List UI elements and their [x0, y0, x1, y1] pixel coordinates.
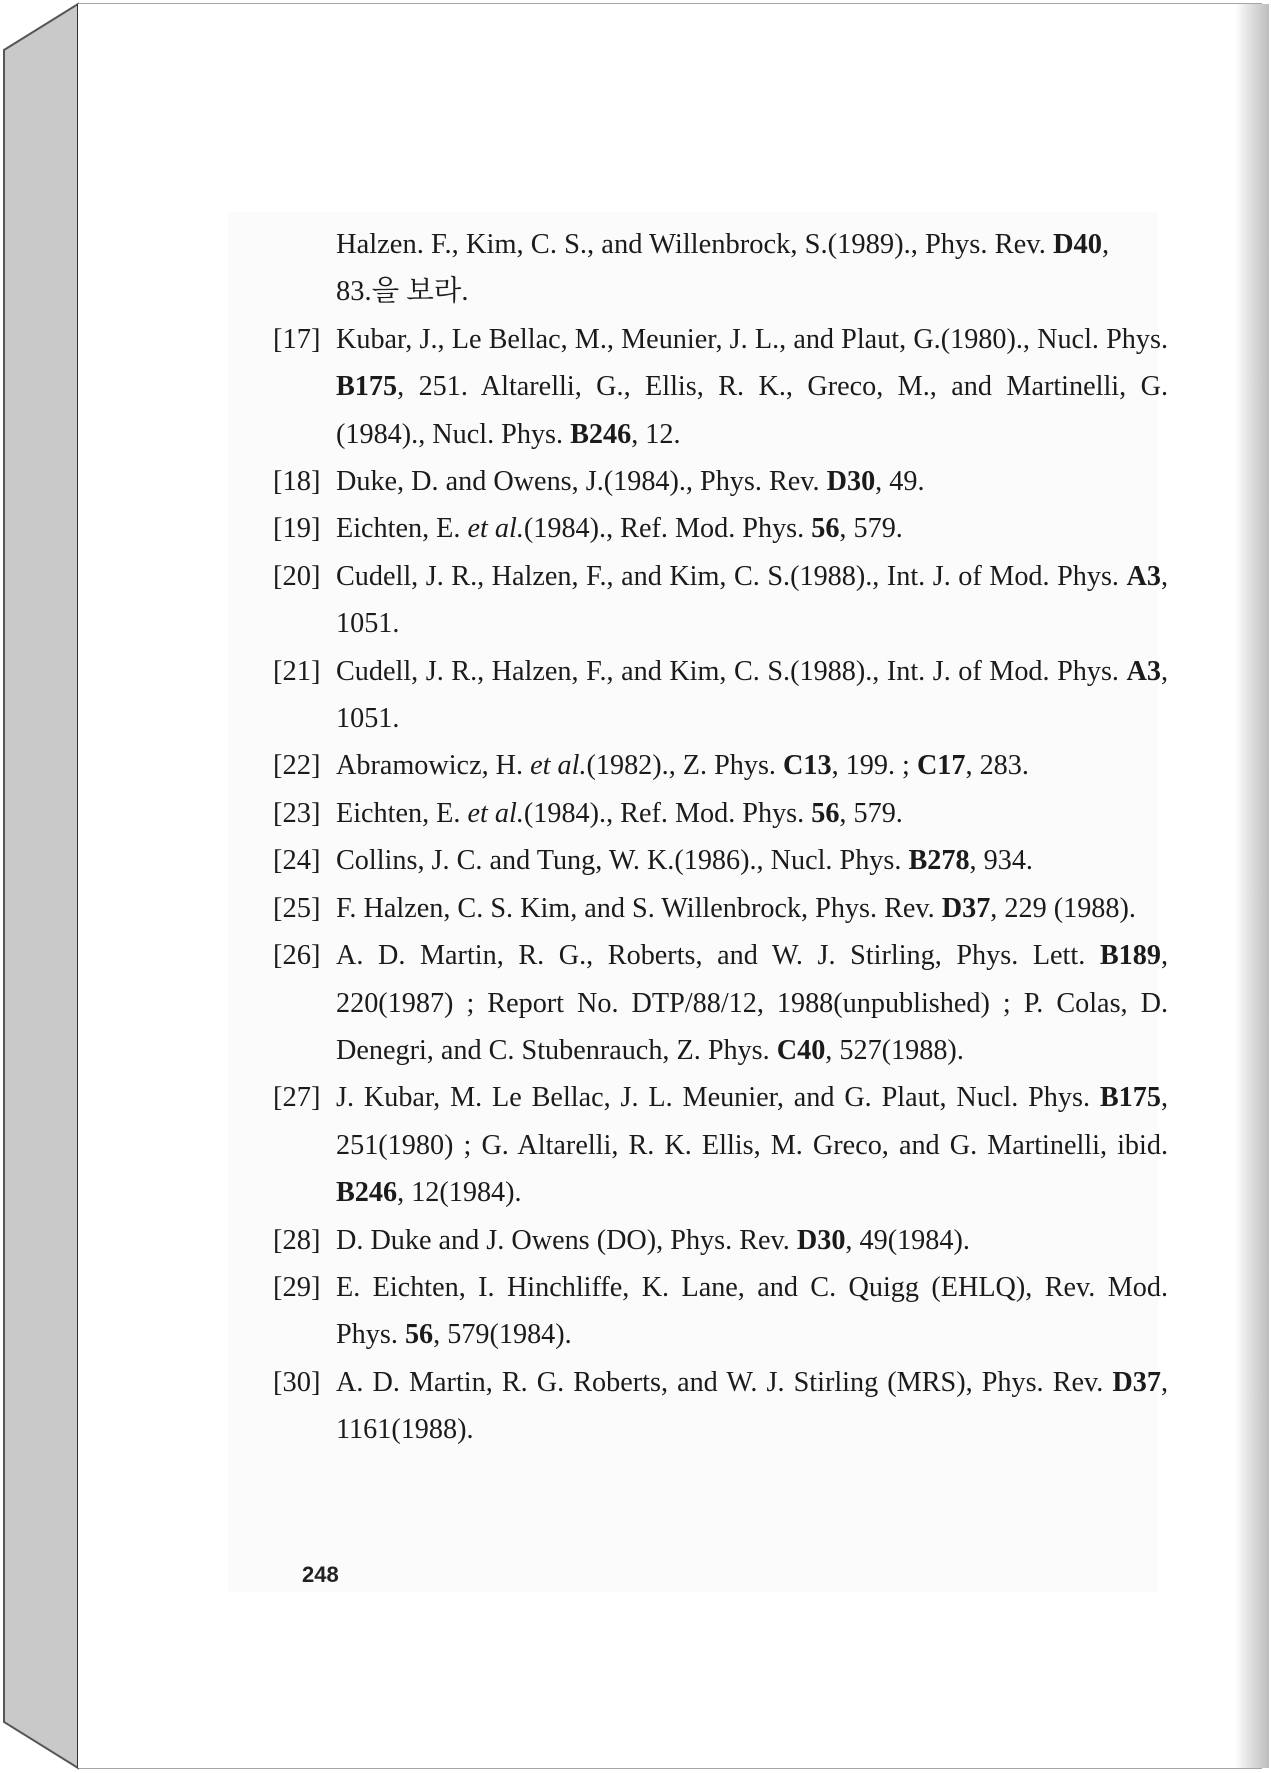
reference-number: [22] [273, 750, 321, 782]
page-edge-shadow [1235, 4, 1269, 1768]
reference-number: [29] [273, 1271, 321, 1303]
reference-text: Abramowicz, H. et al.(1982)., Z. Phys. C13, 199. ; C17, 283. [336, 750, 1029, 782]
reference-item [273, 1217, 1168, 1264]
reference-text: Cudell, J. R., Halzen, F., and Kim, C. S.(1988)., Int. J. of Mod. Phys. A3, 1051. [336, 560, 1168, 640]
continuation-line-2: 83.을 보라. [336, 276, 469, 308]
reference-item [273, 316, 1168, 458]
reference-text: Eichten, E. et al.(1984)., Ref. Mod. Phys. 56, 579. [336, 513, 903, 545]
reference-text: E. Eichten, I. Hinchliffe, K. Lane, and C. Quigg (EHLQ), Rev. Mod. Phys. 56, 579(1984). [336, 1271, 1168, 1351]
reference-item [273, 648, 1168, 743]
reference-number: [21] [273, 655, 321, 687]
reference-text: F. Halzen, C. S. Kim, and S. Willenbrock, Phys. Rev. D37, 229 (1988). [336, 892, 1136, 924]
reference-number: [30] [273, 1366, 321, 1398]
reference-item [273, 505, 1168, 552]
reference-text: Kubar, J., Le Bellac, M., Meunier, J. L., and Plaut, G.(1980)., Nucl. Phys. B175, 251. Altarelli, G., Ellis, R. K., Greco, M., and Martinelli, G.(1984)., Nucl. Phys. B246, 12. [336, 323, 1168, 450]
reference-item [273, 885, 1168, 932]
reference-number: [20] [273, 560, 321, 592]
reference-item [273, 458, 1168, 505]
reference-item [273, 837, 1168, 884]
reference-number: [18] [273, 466, 321, 498]
reference-text: D. Duke and J. Owens (DO), Phys. Rev. D30, 49(1984). [336, 1224, 970, 1256]
reference-item [273, 1074, 1168, 1216]
reference-item [273, 932, 1168, 1074]
reference-text: A. D. Martin, R. G., Roberts, and W. J. Stirling, Phys. Lett. B189, 220(1987) ; Report No. DTP/88/12, 1988(unpublished) ; P. Colas, D. Denegri, and C. Stubenrauch, Z. Phys. C40, 527(1988). [336, 940, 1168, 1066]
reference-number: [17] [273, 323, 321, 355]
reference-text: Cudell, J. R., Halzen, F., and Kim, C. S.(1988)., Int. J. of Mod. Phys. A3, 1051. [336, 655, 1168, 735]
reference-number: [24] [273, 845, 321, 877]
reference-number: [27] [273, 1082, 321, 1114]
reference-text: Collins, J. C. and Tung, W. K.(1986)., Nucl. Phys. B278, 934. [336, 845, 1033, 877]
reference-item [273, 1359, 1168, 1454]
reference-item [273, 742, 1168, 789]
reference-number: [23] [273, 797, 321, 829]
reference-text: Eichten, E. et al.(1984)., Ref. Mod. Phys. 56, 579. [336, 797, 903, 829]
reference-item [273, 1264, 1168, 1359]
reference-text: A. D. Martin, R. G. Roberts, and W. J. Stirling (MRS), Phys. Rev. D37, 1161(1988). [336, 1366, 1168, 1446]
reference-text: J. Kubar, M. Le Bellac, J. L. Meunier, and G. Plaut, Nucl. Phys. B175, 251(1980) ; G. Altarelli, R. K. Ellis, M. Greco, and G. Martinelli, ibid. B246, 12(1984). [336, 1082, 1168, 1209]
reference-number: [28] [273, 1224, 321, 1256]
reference-item [273, 790, 1168, 837]
page-number: 248 [302, 1562, 339, 1587]
reference-item [273, 553, 1168, 648]
reference-number: [25] [273, 892, 321, 924]
reference-items [273, 316, 1168, 1454]
reference-list [273, 221, 1168, 1454]
reference-number: [26] [273, 940, 321, 972]
continuation-line-1: Halzen. F., Kim, C. S., and Willenbrock, S.(1989)., Phys. Rev. D40, [336, 229, 1110, 260]
reference-number: [19] [273, 513, 321, 545]
reference-text: Duke, D. and Owens, J.(1984)., Phys. Rev. D30, 49. [336, 466, 925, 498]
